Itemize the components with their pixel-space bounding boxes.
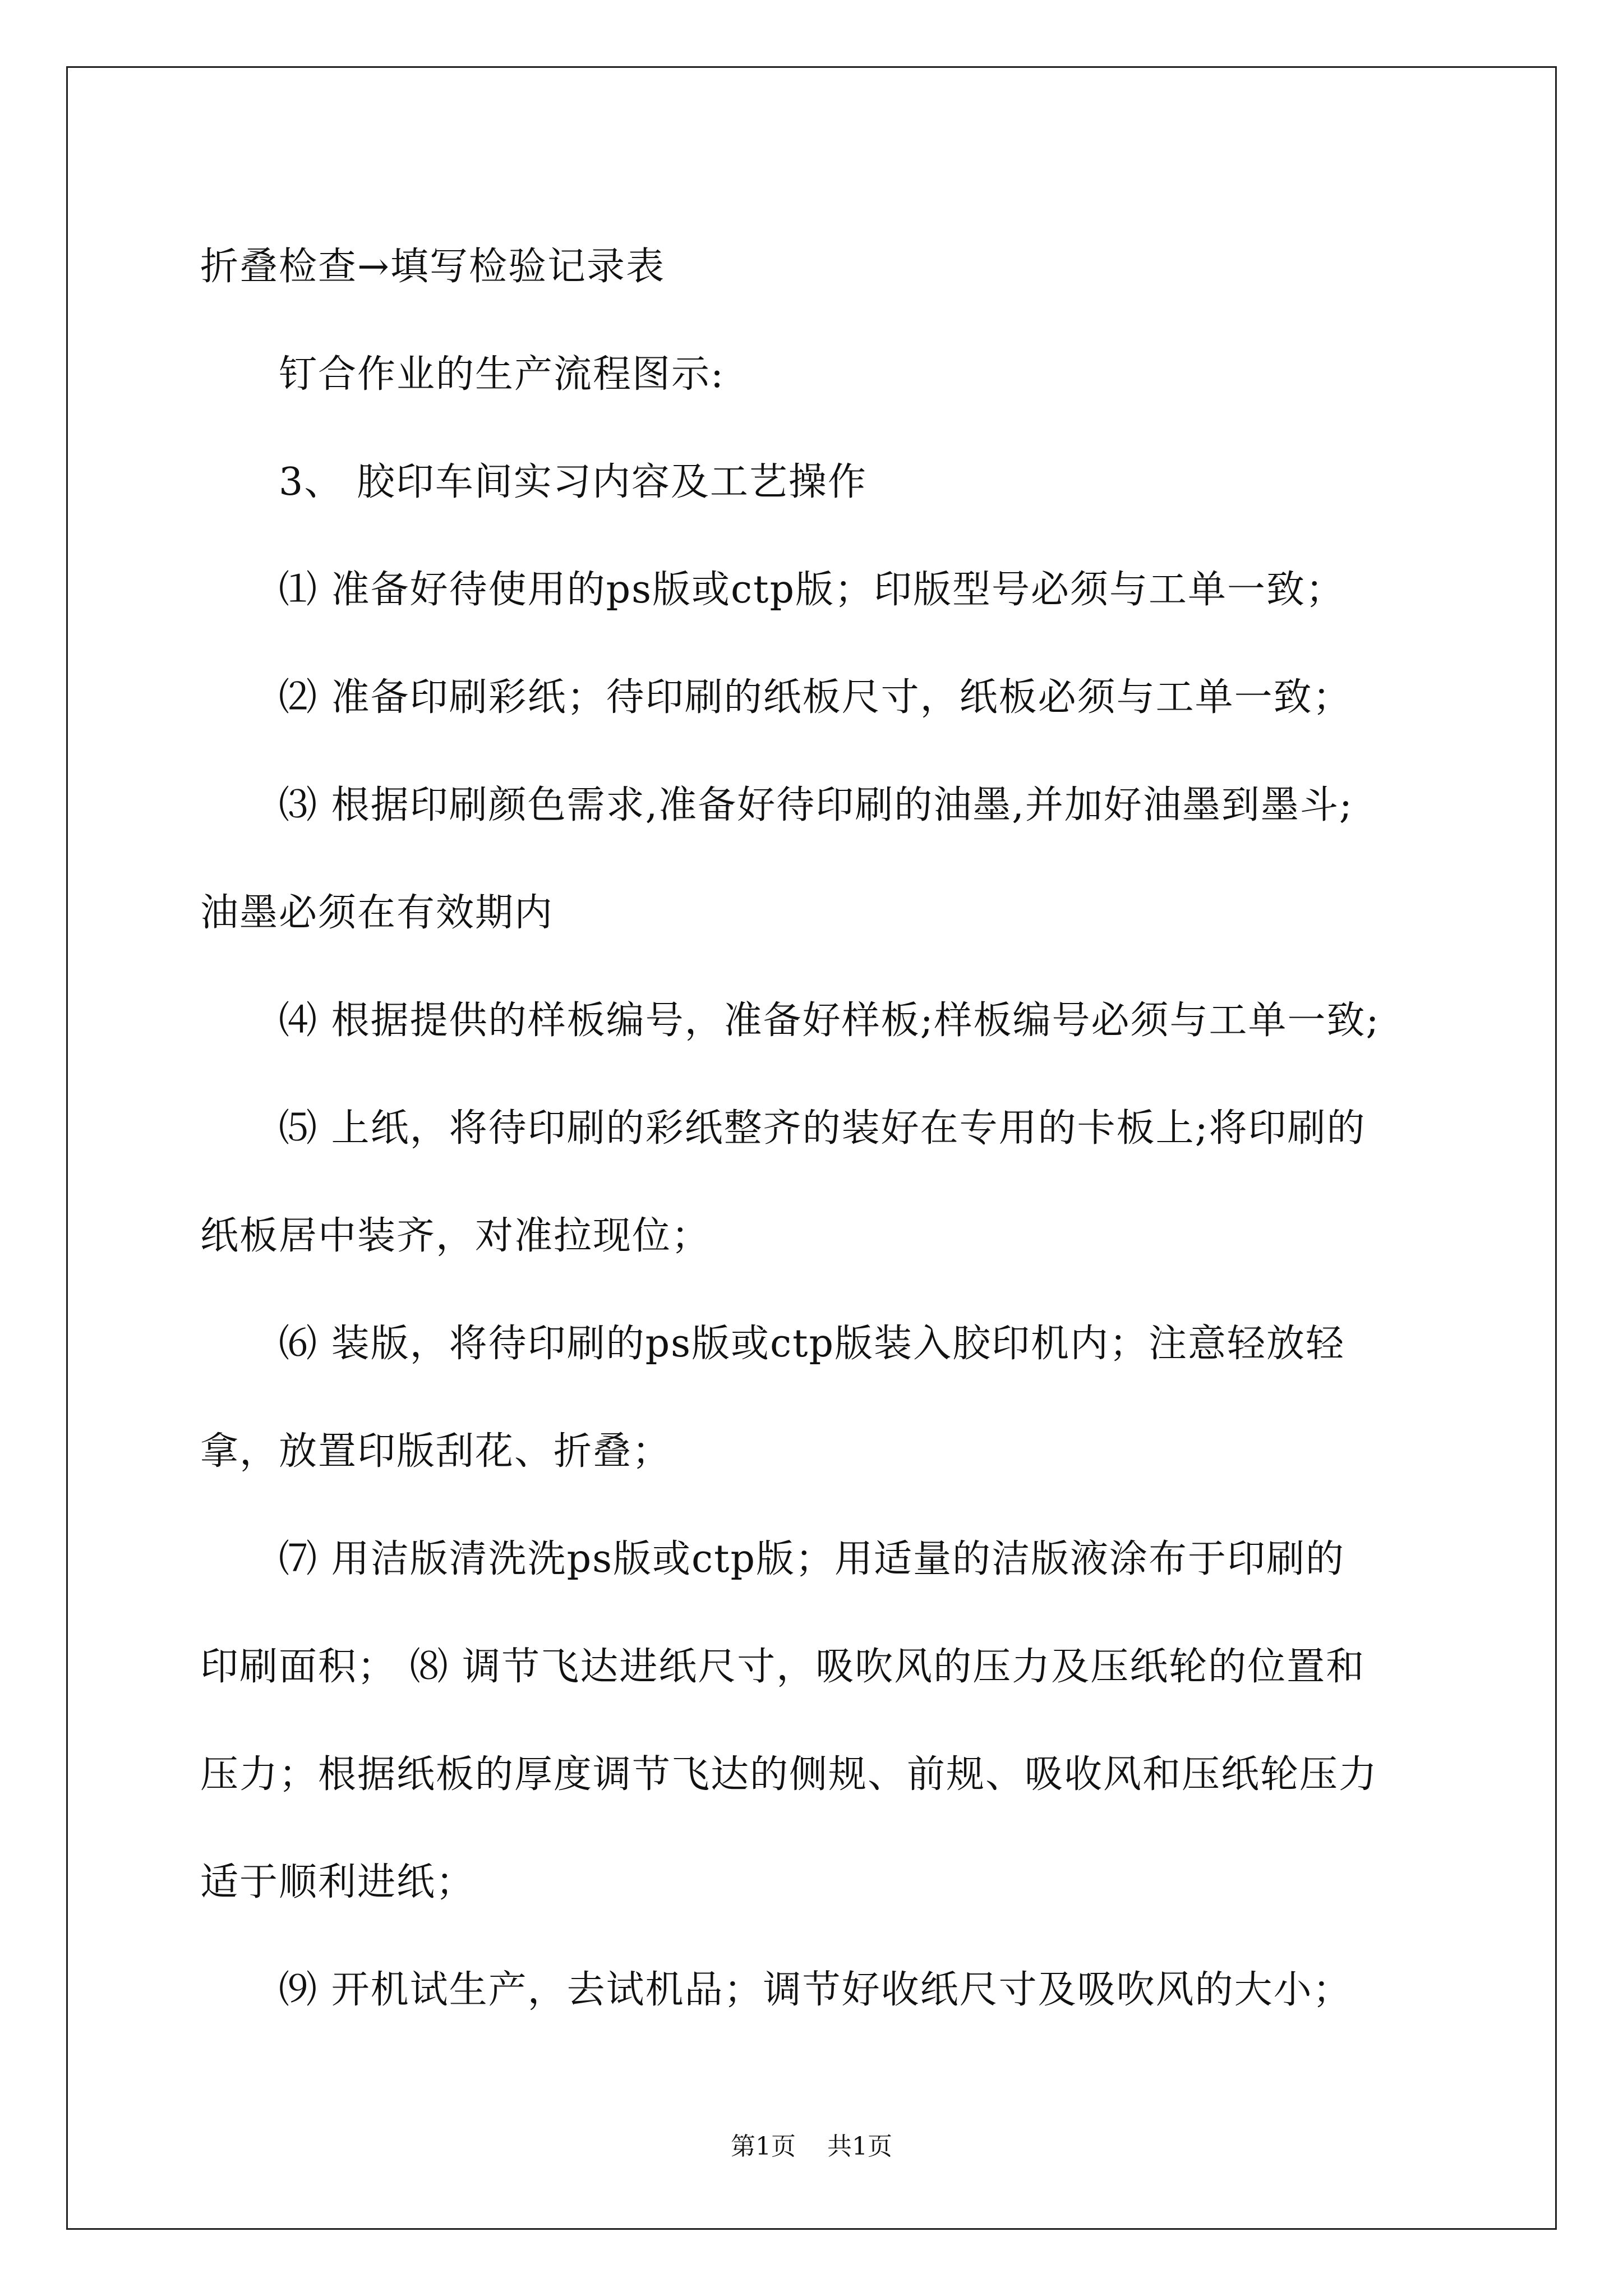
paragraph-line: 适于顺利进纸； — [200, 1860, 476, 1904]
paragraph-line: ⑹ 装版，将待印刷的ps版或ctp版装入胶印机内；注意轻放轻 — [279, 1322, 1345, 1366]
paragraph-line: ⑼ 开机试生产，去试机品；调节好收纸尺寸及吸吹风的大小； — [279, 1968, 1352, 2012]
page-number-total: 共1页 — [827, 2132, 892, 2161]
paragraph-line: 印刷面积； ⑻ 调节飞达进纸尺寸，吸吹风的压力及压纸轮的位置和 — [200, 1645, 1366, 1689]
page-footer — [0, 2126, 1623, 2162]
paragraph-line: 钉合作业的生产流程图示: — [279, 352, 725, 397]
paragraph-line: ⑺ 用洁版清洗洗ps版或ctp版；用适量的洁版液涂布于印刷的 — [279, 1537, 1345, 1581]
paragraph-line: ⑶ 根据印刷颜色需求,准备好待印刷的油墨,并加好油墨到墨斗; — [279, 783, 1353, 827]
document-body — [200, 213, 1423, 2044]
paragraph-line: ⑵ 准备印刷彩纸；待印刷的纸板尺寸，纸板必须与工单一致； — [279, 675, 1352, 720]
paragraph-line: 纸板居中装齐，对准拉现位； — [200, 1214, 711, 1258]
paragraph-line: 压力；根据纸板的厚度调节飞达的侧规、前规、吸收风和压纸轮压力 — [200, 1752, 1378, 1797]
paragraph-line: ⑷ 根据提供的样板编号，准备好样板;样板编号必须与工单一致; — [279, 999, 1380, 1043]
paragraph-line: 折叠检查→填写检验记录表 — [200, 245, 665, 289]
paragraph-line: 拿，放置印版刮花、折叠； — [200, 1429, 672, 1474]
paragraph-line: 油墨必须在有效期内 — [200, 891, 554, 935]
paragraph-line: ⑴ 准备好待使用的ps版或ctp版；印版型号必须与工单一致； — [279, 568, 1345, 612]
page-number-current: 第1页 — [731, 2132, 796, 2161]
section-heading: 3、 胶印车间实习内容及工艺操作 — [279, 460, 867, 504]
paragraph-line: ⑸ 上纸，将待印刷的彩纸整齐的装好在专用的卡板上;将印刷的 — [279, 1106, 1366, 1151]
